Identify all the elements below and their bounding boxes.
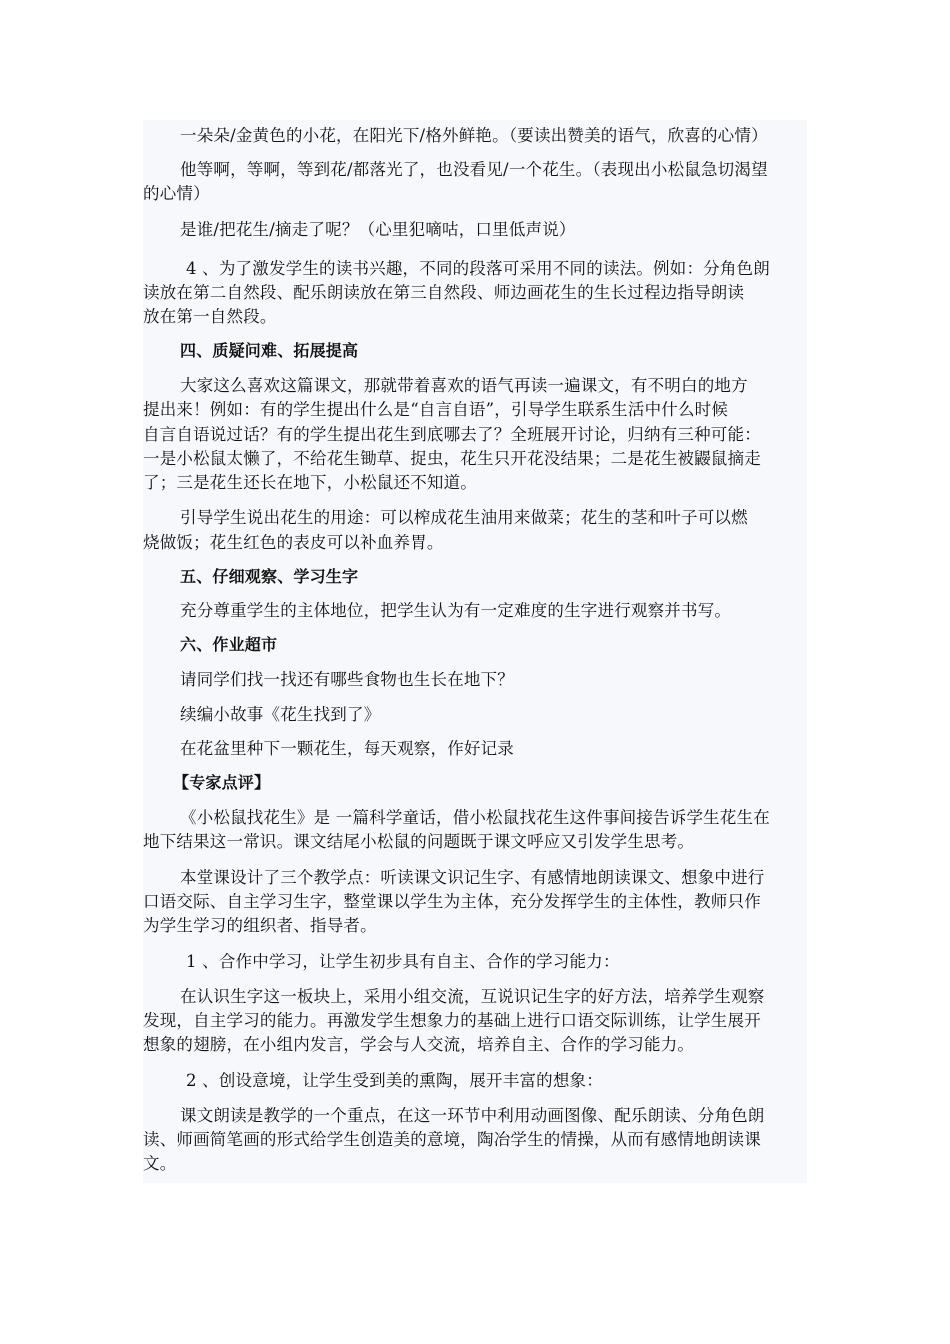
text-line: 自言自语说过话？有的学生提出花生到底哪去了？全班展开讨论，归纳有三种可能： [143,425,761,444]
text-line: 1 、合作中学习，让学生初步具有自主、合作的学习能力： [186,952,620,971]
text-line: 是谁/把花生/摘走了呢？（心里犯嘀咕，口里低声说） [180,220,576,239]
text-line: 想象的翅膀，在小组内发言，学会与人交流，培养自主、合作的学习能力。 [143,1035,695,1054]
text-line: 发现，自主学习的能力。再激发学生想象力的基础上进行口语交际训练，让学生展开 [143,1011,761,1030]
section-heading: 五、仔细观察、学习生字 [180,567,359,586]
text-line: 了；三是花生还长在地下，小松鼠还不知道。 [143,473,477,492]
text-line: 2 、创设意境，让学生受到美的熏陶，展开丰富的想象： [186,1071,603,1090]
text-line: 在花盆里种下一颗花生，每天观察，作好记录 [180,739,514,758]
text-line: 文。 [143,1154,177,1173]
text-line: 地下结果这一常识。课文结尾小松鼠的问题既于课文呼应又引发学生思考。 [143,832,695,851]
text-line: 一是小松鼠太懒了，不给花生锄草、捉虫，花生只开花没结果；二是花生被鼹鼠摘走 [143,449,761,468]
text-line: 一朵朵/金黄色的小花，在阳光下/格外鲜艳。（要读出赞美的语气，欣喜的心情） [180,126,768,145]
document-body [143,120,807,1183]
text-line: 本堂课设计了三个教学点：听读课文识记生字、有感情地朗读课文、想象中进行 [180,868,765,887]
text-line: 充分尊重学生的主体地位，把学生认为有一定难度的生字进行观察并书写。 [180,601,732,620]
text-line: 读放在第二自然段、配乐朗读放在第三自然段、师边画花生的生长过程边指导朗读 [143,283,745,302]
text-line: 放在第一自然段。 [143,307,277,326]
text-line: 在认识生字这一板块上，采用小组交流，互说识记生字的好方法，培养学生观察 [180,987,765,1006]
text-line: 的心情） [143,184,210,203]
text-line: 读、师画简笔画的形式给学生创造美的意境，陶冶学生的情操，从而有感情地朗读课 [143,1130,761,1149]
text-line: 烧做饭；花生红色的表皮可以补血养胃。 [143,533,444,552]
text-line: 续编小故事《花生找到了》 [180,705,381,724]
section-heading: 六、作业超市 [180,635,278,654]
text-line: 请同学们找一找还有哪些食物也生长在地下？ [180,670,514,689]
text-line: 大家这么喜欢这篇课文，那就带着喜欢的语气再读一遍课文，有不明白的地方 [180,376,748,395]
text-line: 课文朗读是教学的一个重点，在这一环节中利用动画图像、配乐朗读、分角色朗 [180,1106,765,1125]
text-line: 提出来！例如：有的学生提出什么是“自言自语”，引导学生联系生活中什么时候 [143,400,729,419]
text-line: 《小松鼠找花生》是 一篇科学童话，借小松鼠找花生这件事间接告诉学生花生在 [180,808,770,827]
text-line: 为学生学习的组织者、指导者。 [143,916,377,935]
section-heading: 四、质疑问难、拓展提高 [180,341,359,360]
section-heading: 【专家点评】 [173,773,271,792]
text-line: 4 、为了激发学生的读书兴趣，不同的段落可采用不同的读法。例如：分角色朗 [186,259,770,278]
text-line: 引导学生说出花生的用途：可以榨成花生油用来做菜；花生的茎和叶子可以燃 [180,508,748,527]
text-line: 口语交际、自主学习生字，整堂课以学生为主体，充分发挥学生的主体性，教师只作 [143,892,761,911]
text-line: 他等啊，等啊，等到花/都落光了，也没看见/一个花生。（表现出小松鼠急切渴望 [180,160,768,179]
